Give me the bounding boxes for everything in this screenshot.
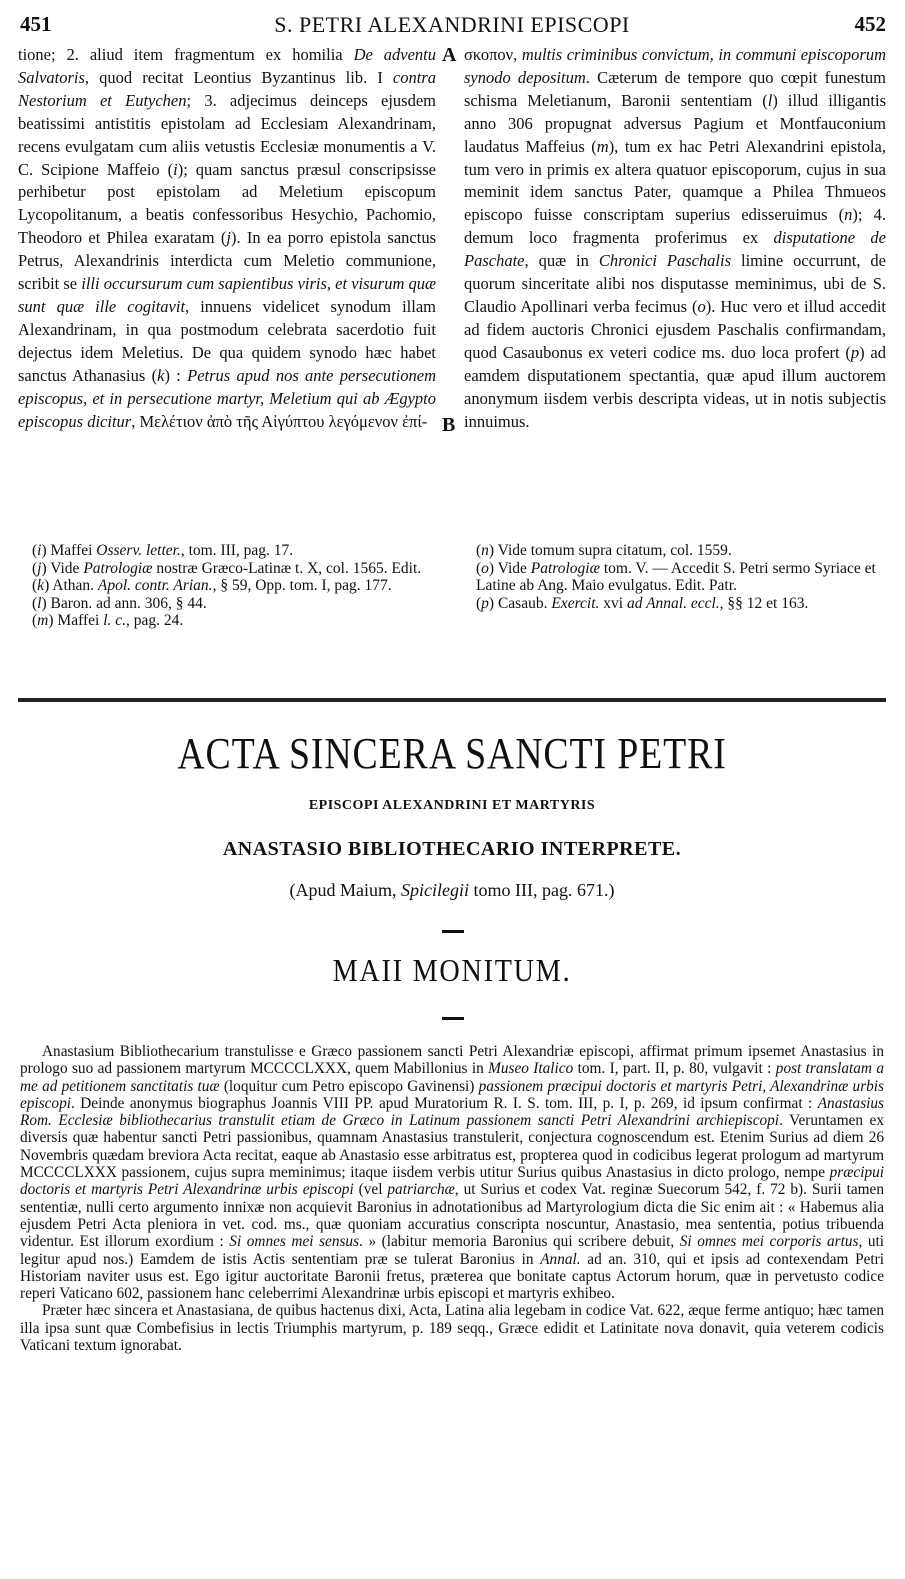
page-number-left: 451	[20, 12, 52, 36]
left-column	[18, 44, 436, 433]
subtitle-episcopi: EPISCOPI ALEXANDRINI ET MARTYRIS	[308, 798, 596, 813]
book-page	[18, 0, 886, 1579]
running-header	[18, 12, 886, 40]
body-paragraph: Præter hæc sincera et Anastasiana, de quibus hactenus dixi, Acta, Latina alia legebam in codice Vat. 622, æque ferme antiquo; hæc tamen illa ipsa sunt quæ Combefisius in lectis Triumphis martyrum, p. 189 seqq., Græce edidit et Latinitate nova donavit, quia veterem codicis Vaticani textum ignorabat.	[20, 1302, 884, 1355]
section-marker-a: A	[442, 44, 457, 66]
footnote: (o) Vide Patrologiæ tom. V. — Accedit S. Petri sermo Syriace et Latine ab Ang. Maio evulgatus. Edit. Patr.	[476, 559, 876, 594]
left-column-paragraph: tione; 2. aliud item fragmentum ex homilia De adventu Salvatoris, quod recitat Leontius Byzantinus lib. I contra Nestorium et Eutychen; 3. adjecimus deinceps ejusdem beatissimi antistitis epistolam ad Ecclesiam Alexandrinam, recens evulgatam cum aliis vetustis Ecclesiæ monumentis a V. C. Scipione Maffeio (i); quam sanctus præsul conscripsisse perhibetur post epistolam ad Meletium episcopum Lycopolitanum, a beatis confessoribus Hesychio, Pachomio, Theodoro et Philea exaratam (j). In ea porro epistola sanctus Petrus, Alexandrinis interdicta cum Meletio communione, scribit se illi occursurum cum sapientibus viris, et visurum quæ sunt quæ ille cogitavit, innuens videlicet synodum illam Alexandrinam, in qua postmodum celebrata sacerdotio fuit dejectus idem Meletius. De qua quidem synodo hæc habet sanctus Athanasius (k) : Petrus apud nos ante persecutionem episcopus, et in persecutione martyr, Meletium qui ab Ægypto episcopus dicitur, Μελέτιον ἀπὸ τῆς Αἰγύπτου λεγόμενον ἐπί-	[18, 45, 436, 431]
section-marker-b: B	[442, 414, 456, 436]
source-note: (Apud Maium, Spicilegii tomo III, pag. 671.)	[289, 880, 615, 900]
footnote: (i) Maffei Osserv. letter., tom. III, pag. 17.	[32, 542, 294, 559]
footnote: (m) Maffei l. c., pag. 24.	[32, 612, 184, 629]
title-rule	[442, 930, 464, 933]
section-divider	[18, 698, 886, 702]
footnote: (p) Casaub. Exercit. xvi ad Annal. eccl., §§ 12 et 163.	[476, 594, 809, 612]
right-column-paragraph: σκοπον, multis criminibus convictum, in communi episcoporum synodo depositum. Cæterum de tempore quo cœpit funestum schisma Meletianum, Baronii sententiam (l) illud illigantis anno 306 propugnat adversus Pagium et Montfauconium laudatus Maffeius (m), tum ex hac Petri Alexandrini epistola, tum vero in primis ex altera quatuor episcoporum, cujus in sua meminit idem sanctus Pater, quamque a Philea Thmueos episcopo fuisse conscriptam superius edisseruimus (n); 4. demum loco fragmenta proferimus ex disputatione de Paschate, quæ in Chronici Paschalis limine occurrunt, de quorum sinceritate alibi nos disputasse meminimus, ubi de S. Claudio Apollinari verba fecimus (o). Huc vero et illud accedit ad fidem auctoris Chronici ejusdem Paschalis confirmandam, quod Casaubonus ex veteri codice ms. duo loca profert (p) ad eamdem disputationem spectantia, quæ apud illum auctorem anonymum iisdem verbis descripta videas, ut in notis subjectis innuimus.	[464, 45, 887, 431]
running-title: S. PETRI ALEXANDRINI EPISCOPI	[274, 12, 630, 37]
title-rule	[442, 1017, 464, 1020]
footnotes-right	[476, 542, 886, 612]
subtitle-interprete: ANASTASIO BIBLIOTHECARIO INTERPRETE.	[222, 838, 682, 860]
monitum-body	[20, 1043, 884, 1354]
two-column-text	[18, 44, 886, 539]
footnote: (n) Vide tomum supra citatum, col. 1559.	[476, 542, 732, 559]
page-number-right: 452	[854, 12, 886, 36]
monitum-heading: MAII MONITUM.	[332, 952, 572, 988]
footnotes-left	[32, 542, 436, 630]
body-paragraph: Anastasium Bibliothecarium transtulisse e Græco passionem sancti Petri Alexandriæ episcopi, affirmat primum ipsemet Anastasius in prologo suo ad passionem martyrum MCCCCLXXX, quem Mabillonius in Museo Italico tom. I, part. II, p. 80, vulgavit : post translatam a me ad petitionem sanctitatis tuæ (loquitur cum Petro episcopo Gavinensi) passionem præcipui doctoris et martyris Petri, Alexandrinæ urbis episcopi. Deinde anonymus biographus Joannis VIII PP. apud Muratorium R. I. S. tom. III, p. I, p. 269, id ipsum confirmat : Anastasius Rom. Ecclesiæ bibliothecarius transtulit etiam de Græco in Latinum passionem sancti Petri Alexandrini archiepiscopi. Veruntamen ex diversis quæ habentur sancti Petri passionibus, quamnam Anastasius transtulerit, conjectura cognoscendum est. Etenim Surius ad diem 26 Novembris quædam breviora Acta recitat, eaque ab Anastasio esse arbitratus est, propterea quod in codicibus legerat prologum ad martyrum MCCCCLXXX passionem, cujus supra meminimus; itaque iisdem verbis utitur Surius quibus Anastasius in dicto prologo, nempe præcipui doctoris et martyris Petri Alexandrinæ urbis episcopi (vel patriarchæ, ut Surius et codex Vat. reginæ Suecorum 542, f. 72 b). Surii tamen sententiæ, nulli certo argumento innixæ non acquievit Baronius in adnotationibus ad Martyrologium dicta die Sic enim ait : « Habemus alia ejusdem Petri Acta pleniora in vet. cod. ms., quæ quoniam accuratius conscripta noscuntur, Anastasio, mea sententia, potius tribuenda videntur. Est illorum exordium : Si omnes mei sensus. » (labitur memoria Baronius qui scribere debuit, Si omnes mei corporis artus, uti legitur apud nos.) Eamdem de istis Actis sententiam præ se tulerat Baronius in Annal. ad an. 310, qui et ipsis ad contexendam Petri Historiam naviter usus est. Ego igitur auctoritate Baronii fretus, præterea que bonitate captus Actorum horum, quæ in pervetusto codice reperi Vaticano 602, passionem hanc celeberrimi Alexandrinæ urbis episcopi et martyris exhibeo.	[20, 1043, 885, 1303]
main-title: ACTA SINCERA SANCTI PETRI	[177, 729, 727, 778]
footnote: (l) Baron. ad ann. 306, § 44.	[32, 594, 207, 612]
footnote: (j) Vide Patrologiæ nostræ Græco-Latinæ t. X, col. 1565. Edit.	[32, 559, 422, 577]
right-column	[464, 44, 886, 433]
footnote: (k) Athan. Apol. contr. Arian., § 59, Opp. tom. I, pag. 177.	[32, 577, 392, 594]
